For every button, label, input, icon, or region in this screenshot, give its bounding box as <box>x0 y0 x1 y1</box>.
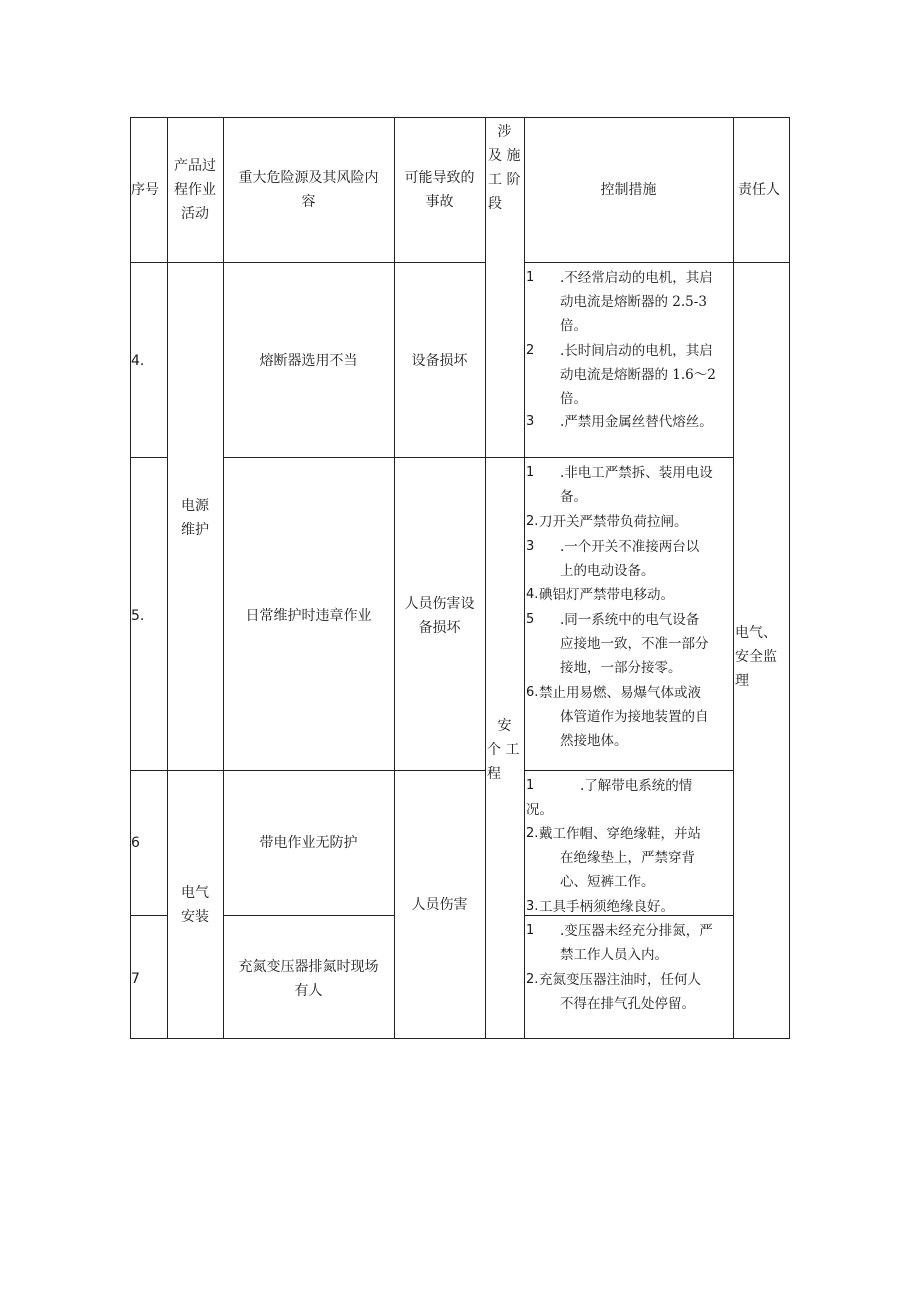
row-accident: 设备损坏 <box>411 353 468 369</box>
measure-text: 倍。 <box>560 318 587 334</box>
measure-text: 应接地一致，不准一部分 <box>560 636 709 652</box>
measure-text: 禁止用易燃、易爆气体或液 <box>539 685 701 701</box>
measure-text: 接地，一部分接零。 <box>560 660 682 676</box>
measure-text: 在绝缘垫上，严禁穿背 <box>560 850 695 866</box>
measure-text: .同一系统中的电气设备 <box>560 612 700 628</box>
measure-number: 1 <box>526 465 535 480</box>
row-seq: 7 <box>131 971 140 987</box>
measure-number: 4. <box>526 587 539 602</box>
row-accident-line-1: 人员伤害设 <box>404 596 475 612</box>
row-seq: 4. <box>131 353 145 369</box>
measure-text: .长时间启动的电机，其启 <box>560 343 713 359</box>
measure-text: 戴工作帽、穿绝缘鞋，并站 <box>539 826 701 842</box>
measure-text: .变压器未经充分排氮，严 <box>560 923 713 939</box>
accident-rows-6-7: 人员伤害 <box>411 897 468 913</box>
row-seq: 5. <box>131 608 145 624</box>
header-activity-line-2: 程作业 <box>174 182 216 198</box>
measure-number: 3 <box>526 539 535 554</box>
measure-number: 2. <box>526 514 539 529</box>
row-hazard-line-2: 有人 <box>294 983 323 999</box>
measure-text: 碘铝灯严禁带电移动。 <box>539 587 674 603</box>
measure-text: 刀开关严禁带负荷拉闸。 <box>539 514 688 530</box>
header-hazard-line-1: 重大危险源及其风险内 <box>238 170 379 186</box>
measure-number: 1 <box>526 778 535 793</box>
header-activity-line-1: 产品过 <box>174 158 216 174</box>
row-seq: 6 <box>131 835 140 851</box>
measure-number: 2. <box>526 972 539 987</box>
measure-text: 工具手柄须绝缘良好。 <box>539 899 674 915</box>
header-stage-line-1: 涉 <box>497 124 512 140</box>
measure-number: 2. <box>526 826 539 841</box>
measure-number: 2 <box>526 343 535 358</box>
header-accident-line-2: 事故 <box>425 194 454 210</box>
header-accident-line-1: 可能导致的 <box>404 170 475 186</box>
row-hazard: 带电作业无防护 <box>259 835 358 851</box>
header-owner: 责任人 <box>738 182 780 198</box>
row-hazard: 熔断器选用不当 <box>259 353 358 369</box>
owner-value-line-3: 理 <box>735 673 749 689</box>
measure-text: 动电流是熔断器的 1.6～2 <box>560 367 716 383</box>
measure-number: 6. <box>526 685 539 700</box>
measure-text: 禁工作人员入内。 <box>560 947 668 963</box>
measure-number: 5 <box>526 612 535 627</box>
measure-text: 上的电动设备。 <box>560 563 655 579</box>
measure-text: 充氮变压器注油时，任何人 <box>539 972 701 988</box>
measure-text: .严禁用金属丝替代熔丝。 <box>560 414 713 430</box>
measure-text: 心、短裤工作。 <box>560 874 655 890</box>
measure-text: 况。 <box>526 802 553 818</box>
header-stage-line-3: 工 阶 <box>488 172 521 188</box>
measure-number: 3 <box>526 414 535 429</box>
measure-text: 体管道作为接地装置的自 <box>560 709 709 725</box>
activity-group-power-line-2: 维护 <box>181 522 209 538</box>
owner-value-line-2: 安全监 <box>735 649 777 665</box>
measure-text: 备。 <box>560 489 587 505</box>
stage-value-line-1: 安 <box>497 718 512 734</box>
header-stage-line-2: 及 施 <box>488 148 521 164</box>
measure-text: .一个开关不准接两台以 <box>560 539 700 555</box>
measure-number: 1 <box>526 270 535 285</box>
activity-group-install-line-2: 安装 <box>181 909 209 925</box>
row-accident-line-2: 备损坏 <box>418 620 461 636</box>
measure-text: 然接地体。 <box>560 733 628 749</box>
measure-text: 不得在排气孔处停留。 <box>560 996 695 1012</box>
measure-text: .非电工严禁拆、装用电设 <box>560 465 713 481</box>
activity-group-power-line-1: 电源 <box>181 498 209 514</box>
header-activity-line-3: 活动 <box>181 206 209 222</box>
measure-text: .了解带电系统的情 <box>580 778 693 794</box>
measure-text: 动电流是熔断器的 2.5-3 <box>560 294 707 310</box>
header-control: 控制措施 <box>600 182 657 198</box>
measure-number: 1 <box>526 923 535 938</box>
owner-value-line-1: 电气、 <box>735 625 777 641</box>
activity-group-install-line-1: 电气 <box>181 885 209 901</box>
row-hazard-line-1: 充氮变压器排氮时现场 <box>238 959 379 975</box>
measure-number: 3. <box>526 899 539 914</box>
measure-text: .不经常启动的电机，其启 <box>560 270 713 286</box>
row-hazard: 日常维护时违章作业 <box>245 608 372 624</box>
header-stage-line-4: 段 <box>488 196 502 212</box>
stage-value-line-2: 个 工 <box>487 742 520 758</box>
stage-value-line-3: 程 <box>487 766 501 782</box>
measure-text: 倍。 <box>560 391 587 407</box>
header-hazard-line-2: 容 <box>301 194 316 210</box>
header-seq: 序号 <box>131 182 159 198</box>
